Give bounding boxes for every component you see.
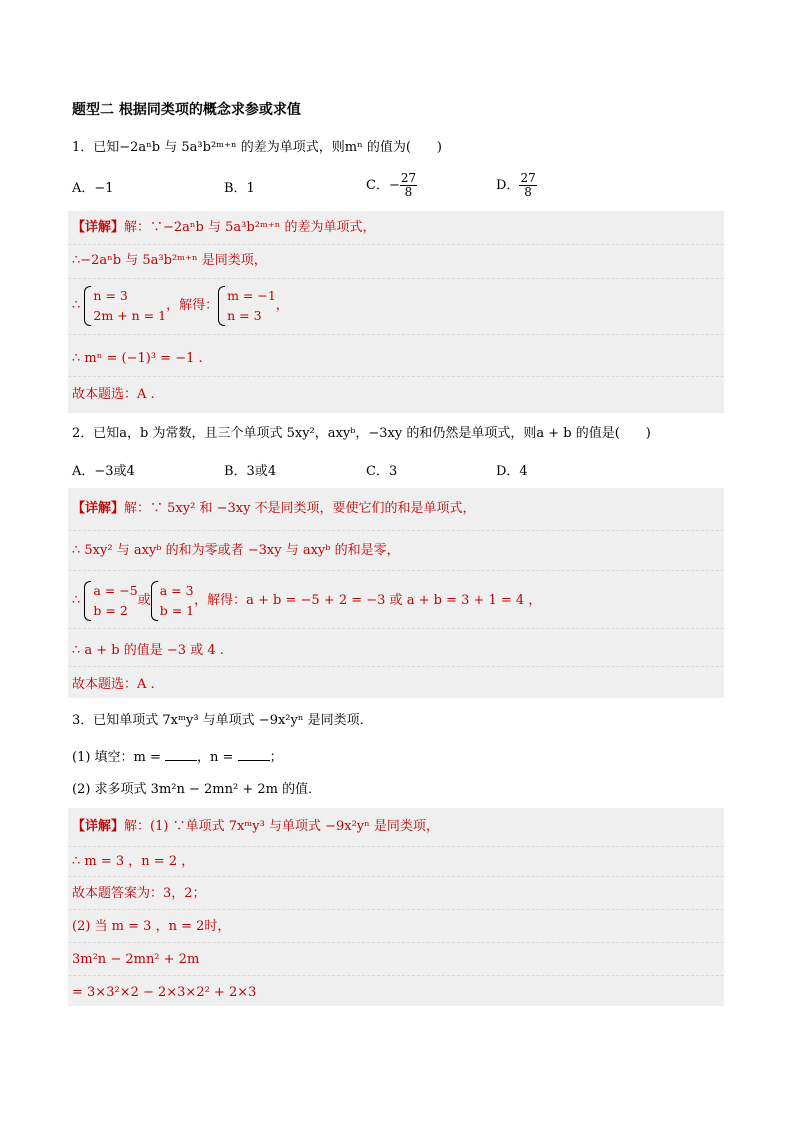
q3-solution-box — [68, 808, 724, 1006]
q1-stem: 1．已知−2aⁿb 与 5a³b²ᵐ⁺ⁿ 的差为单项式，则mⁿ 的值为( ) — [72, 140, 442, 155]
q2-solution-label: 【详解】 — [72, 501, 125, 516]
q3-part-1-mid: ，n = — [197, 750, 234, 765]
q1-solution-line-3 — [72, 284, 289, 328]
q2-sep-2 — [68, 570, 724, 571]
q3-sep-4 — [68, 942, 724, 943]
q2-solution-line-1 — [72, 500, 476, 518]
q3-part-1-prefix: (1) 填空：m = — [72, 750, 161, 765]
q2-solution-text-1: 解：∵ 5xy² 和 −3xy 不是同类项，要使它们的和是单项式， — [124, 501, 476, 516]
q1-option-d-numerator: 27 — [520, 171, 536, 185]
q1-option-d-fraction — [519, 172, 536, 199]
q1-option-d-prefix: D． — [496, 178, 520, 193]
q1-option-d — [496, 172, 537, 199]
q3-sep-2 — [68, 876, 724, 877]
q3-part-2: (2) 求多项式 3m²n − 2mn² + 2m 的值． — [72, 782, 322, 797]
q3-sep-1 — [68, 846, 724, 847]
q1-solution-label: 【详解】 — [72, 220, 125, 235]
q2-option-a: A．−3或4 — [72, 464, 135, 479]
brace-icon — [218, 286, 225, 326]
q2-system-2 — [151, 581, 194, 621]
q1-system-2 — [218, 286, 276, 326]
q1-sep-1 — [68, 244, 724, 245]
q2-solution-line-2: ∴ 5xy² 与 axyᵇ 的和为零或者 −3xy 与 axyᵇ 的和是零， — [72, 543, 400, 558]
q2-system-1-row-2: b = 2 — [93, 602, 128, 618]
q1-therefore: ∴ — [72, 298, 81, 313]
q1-system-1 — [84, 286, 166, 326]
q3-solution-text-1: 解：(1) ∵单项式 7xᵐy³ 与单项式 −9x²yⁿ 是同类项， — [124, 819, 439, 834]
q3-solution-line-1 — [72, 818, 439, 836]
q1-solution-line-1 — [72, 219, 376, 237]
q1-option-b: B．1 — [224, 181, 255, 196]
q3-solution-line-4: (2) 当 m = 3 ，n = 2时， — [72, 919, 231, 934]
q1-system-2-row-1: m = −1 — [227, 287, 276, 303]
q3-solution-line-6: = 3×3²×2 − 2×3×2² + 2×3 — [72, 985, 257, 1000]
q3-sep-3 — [68, 909, 724, 910]
q1-sep-4 — [68, 376, 724, 377]
q2-system-1-row-1: a = −5 — [93, 582, 138, 598]
brace-icon — [151, 581, 158, 621]
q1-option-c-prefix: C．− — [366, 178, 400, 193]
q2-solution-line-5: 故本题选：A . — [72, 677, 155, 692]
q3-part-1-end: ； — [269, 750, 283, 765]
q2-system-2-row-2: b = 1 — [159, 602, 195, 618]
q2-therefore: ∴ — [72, 593, 81, 608]
q3-solution-line-5: 3m²n − 2mn² + 2m — [72, 952, 200, 967]
q1-option-d-denominator: 8 — [524, 185, 532, 199]
q1-system-1-row-2: 2m + n = 1 — [93, 307, 167, 323]
q3-solution-label: 【详解】 — [72, 819, 125, 834]
q2-sep-4 — [68, 666, 724, 667]
q1-option-c-fraction — [400, 172, 417, 199]
q2-sep-3 — [68, 628, 724, 629]
q2-option-d: D．4 — [496, 464, 528, 479]
q1-solution-text-1: 解：∵−2aⁿb 与 5a³b²ᵐ⁺ⁿ 的差为单项式， — [124, 220, 376, 235]
q1-solve-text: ，解得： — [166, 298, 219, 313]
q2-system-2-row-1: a = 3 — [159, 582, 194, 598]
q2-solution-line-3 — [72, 578, 541, 624]
q2-sep-1 — [68, 530, 724, 531]
q1-solution-line-2: ∴−2aⁿb 与 5a³b²ᵐ⁺ⁿ 是同类项， — [72, 253, 267, 268]
q2-option-c: C．3 — [366, 464, 398, 479]
q1-system-1-row-1: n = 3 — [93, 287, 128, 303]
answer-blank-n[interactable] — [238, 748, 270, 761]
q1-option-c — [366, 172, 417, 199]
brace-icon — [84, 286, 91, 326]
q2-or-text: 或 — [137, 593, 151, 608]
q2-option-b: B．3或4 — [224, 464, 277, 479]
q3-part-1 — [72, 748, 283, 767]
q3-stem: 3．已知单项式 7xᵐy³ 与单项式 −9x²yⁿ 是同类项． — [72, 713, 373, 728]
section-title: 题型二 根据同类项的概念求参或求值 — [72, 102, 301, 118]
q1-option-c-numerator: 27 — [400, 171, 417, 185]
answer-blank-m[interactable] — [165, 748, 197, 761]
q3-solution-line-2: ∴ m = 3 ，n = 2 ， — [72, 854, 195, 869]
brace-icon — [84, 581, 91, 621]
q1-sep-3 — [68, 334, 724, 335]
q3-sep-5 — [68, 975, 724, 976]
q2-stem: 2．已知a，b 为常数，且三个单项式 5xy²，axyᵇ，−3xy 的和仍然是单项式，则a + b 的值是( ) — [72, 426, 651, 441]
q2-line-3-end: ，解得：a + b = −5 + 2 = −3 或 a + b = 3 + 1 = 4 ， — [194, 593, 542, 608]
q1-system-2-row-2: n = 3 — [227, 307, 262, 323]
q1-solution-line-5: 故本题选：A . — [72, 387, 155, 402]
q1-option-a: A．−1 — [72, 181, 114, 196]
q1-line-3-end: ， — [275, 298, 289, 313]
q1-sep-2 — [68, 278, 724, 279]
q3-solution-line-3: 故本题答案为：3，2； — [72, 886, 206, 901]
q2-system-1 — [84, 581, 137, 621]
q1-option-c-denominator: 8 — [404, 185, 413, 199]
q2-solution-line-4: ∴ a + b 的值是 −3 或 4 . — [72, 643, 224, 658]
q1-solution-line-4: ∴ mⁿ = (−1)³ = −1 . — [72, 351, 203, 366]
